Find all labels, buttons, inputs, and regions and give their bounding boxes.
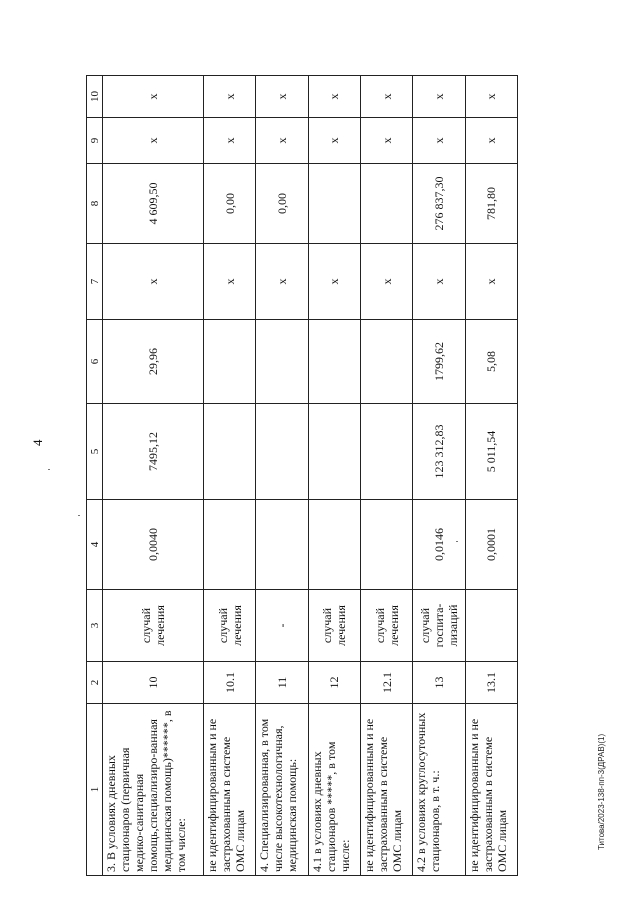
table-cell <box>204 320 256 404</box>
table-cell: случай лечения <box>308 590 360 662</box>
table-cell: x <box>361 244 413 320</box>
table-cell: x <box>465 76 517 118</box>
table-row <box>204 76 256 876</box>
table-row <box>308 76 360 876</box>
table-cell: - <box>256 590 308 662</box>
table-cell: x <box>256 244 308 320</box>
table-cell: x <box>361 118 413 164</box>
header-cell: 7 <box>87 244 103 320</box>
table-cell <box>204 404 256 500</box>
rates-table-rotated <box>86 76 518 876</box>
table-cell <box>465 590 517 662</box>
table-cell <box>204 500 256 590</box>
header-cell: 4 <box>87 500 103 590</box>
table-cell: 0,00 <box>204 164 256 244</box>
table-cell: случай госпита-лизаций <box>413 590 465 662</box>
table-cell: x <box>308 244 360 320</box>
table-cell <box>308 320 360 404</box>
scan-speck <box>78 515 80 516</box>
header-row <box>87 76 103 876</box>
table-cell <box>361 320 413 404</box>
table-cell: 4 609,50 <box>103 164 204 244</box>
table-cell: 0,0001 <box>465 500 517 590</box>
table-cell: 13 <box>413 662 465 704</box>
table-cell: не идентифицированным и не застрахованным в системе ОМС лицам <box>361 704 413 876</box>
scan-speck <box>48 469 50 470</box>
table-cell: 29,96 <box>103 320 204 404</box>
table-row <box>361 76 413 876</box>
table-cell: 7495,12 <box>103 404 204 500</box>
table-cell <box>361 500 413 590</box>
table-cell <box>256 404 308 500</box>
table-cell: 276 837,30 <box>413 164 465 244</box>
table-cell: x <box>103 118 204 164</box>
rates-table <box>86 75 518 876</box>
table-cell: x <box>256 76 308 118</box>
header-cell: 10 <box>87 76 103 118</box>
table-cell <box>308 404 360 500</box>
header-cell: 1 <box>87 704 103 876</box>
table-cell: x <box>204 244 256 320</box>
table-cell: x <box>308 118 360 164</box>
table-cell <box>256 500 308 590</box>
table-cell: 1799,62 <box>413 320 465 404</box>
table-cell: x <box>256 118 308 164</box>
table-cell: x <box>413 244 465 320</box>
table-cell: не идентифицированным и не застрахованным в системе ОМС лицам <box>465 704 517 876</box>
table-cell: 10.1 <box>204 662 256 704</box>
table-cell <box>256 320 308 404</box>
table-cell <box>361 164 413 244</box>
header-cell: 6 <box>87 320 103 404</box>
table-cell: x <box>413 76 465 118</box>
table-cell: 10 <box>103 662 204 704</box>
table-row <box>103 76 204 876</box>
header-cell: 5 <box>87 404 103 500</box>
table-cell: x <box>103 76 204 118</box>
header-cell: 3 <box>87 590 103 662</box>
table-cell: случай лечения <box>103 590 204 662</box>
table-cell: 0,0146 <box>413 500 465 590</box>
header-cell: 9 <box>87 118 103 164</box>
table-cell: x <box>413 118 465 164</box>
table-cell: x <box>103 244 204 320</box>
table-cell: 4.1 в условиях дневных стационаров *****, в том числе: <box>308 704 360 876</box>
header-cell: 2 <box>87 662 103 704</box>
table-cell: 13.1 <box>465 662 517 704</box>
table-row <box>413 76 465 876</box>
table-cell: 781,80 <box>465 164 517 244</box>
table-row <box>256 76 308 876</box>
table-cell: 12.1 <box>361 662 413 704</box>
table-cell: 5,08 <box>465 320 517 404</box>
table-cell <box>308 164 360 244</box>
table-cell: не идентифицированным и не застрахованным в системе ОМС лицам <box>204 704 256 876</box>
header-cell: 8 <box>87 164 103 244</box>
table-cell: случай лечения <box>204 590 256 662</box>
table-cell: x <box>204 76 256 118</box>
document-id: Титова/2023-138-пп-3(ДРАВ)(1) <box>597 733 606 850</box>
table-cell: x <box>308 76 360 118</box>
table-cell: 4.2 в условиях круглосуточных стационаров, в т. ч.: <box>413 704 465 876</box>
table-row <box>465 76 517 876</box>
page-number: 4 <box>30 439 45 446</box>
table-cell: 0,0040 <box>103 500 204 590</box>
table-cell: 0,00 <box>256 164 308 244</box>
table-cell: 11 <box>256 662 308 704</box>
table-cell: 5 011,54 <box>465 404 517 500</box>
table-cell: x <box>361 76 413 118</box>
table-cell: случай лечения <box>361 590 413 662</box>
table-cell: x <box>204 118 256 164</box>
table-cell <box>361 404 413 500</box>
table-cell: x <box>465 118 517 164</box>
table-cell: 3. В условиях дневных стационаров (первичная медико-санитарная помощь,специализиро-ванная медицинская помощь)******, в том числе: <box>103 704 204 876</box>
table-cell: 123 312,83 <box>413 404 465 500</box>
table-cell <box>308 500 360 590</box>
table-cell: 12 <box>308 662 360 704</box>
table-cell: x <box>465 244 517 320</box>
table-cell: 4. Специализированная, в том числе высокотехнологичная, медицинская помощь: <box>256 704 308 876</box>
